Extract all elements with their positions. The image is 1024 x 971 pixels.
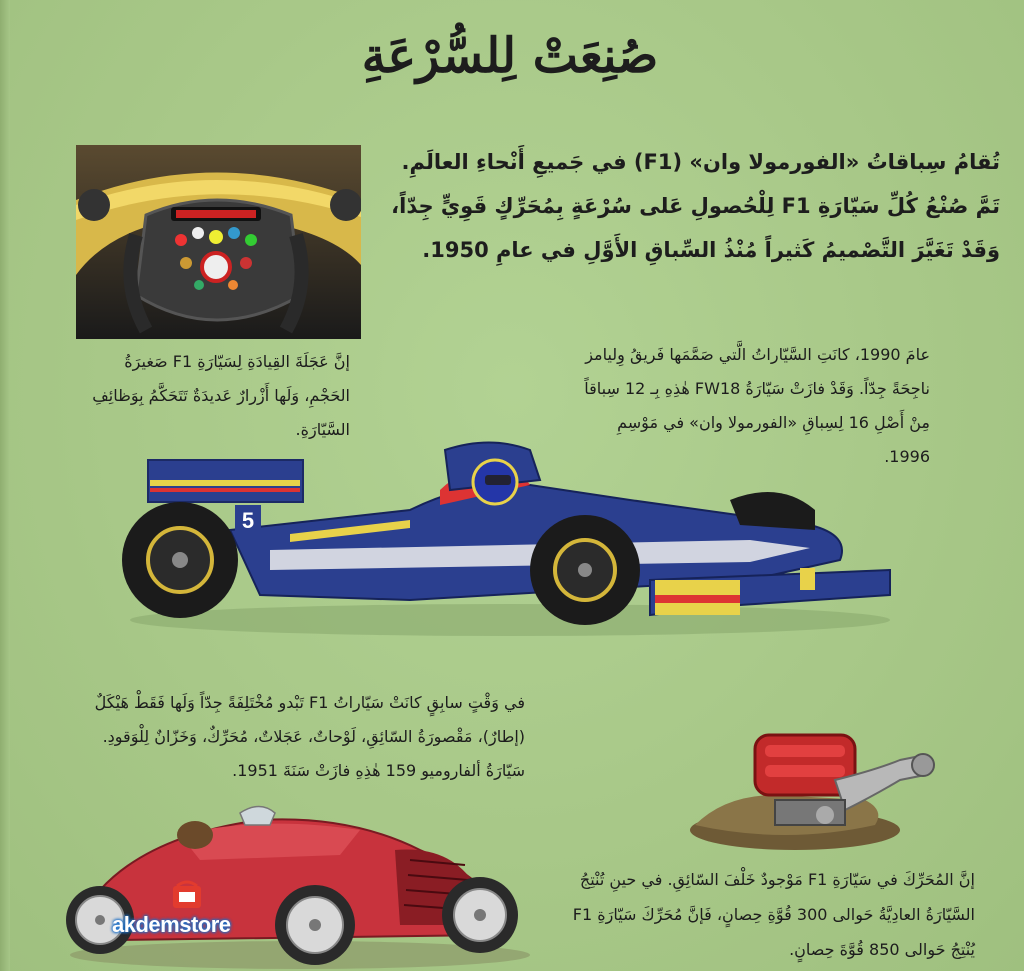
- steering-wheel-photo: [76, 145, 361, 339]
- engine-caption: إنَّ المُحَرِّكَ في سَيّارَةِ F1 مَوْجودٌ خَلْفَ السّائِقِ. في حينِ تُنْتِجُ السَّيّارَةُ العادِيَّةُ حَوالى 300 قُوَّةِ حِصانٍ، فَإنَّ مُحَرِّكَ سَيّارَةِ F1 يُنْتِجُ حَوالى 850 قُوَّةَ حِصانٍ.: [572, 870, 975, 959]
- fw18-caption: عامَ 1990، كانَتِ السَّيّاراتُ الَّتي صَمَّمَها فَريقُ وِليامز ناجِحَةً جِدّاً. وَقَدْ فازَتْ سَيّارَةُ FW18 هٰذِهِ بِـ 12 سِباقاً مِنْ أَصْلِ 16 لِسِباقِ «الفورمولا وان» في مَوْسِمِ 1996.: [584, 345, 930, 466]
- page-title: صُنِعَتْ لِلسُّرْعَةِ: [361, 28, 659, 84]
- car-number-label: 5: [241, 508, 255, 533]
- store-watermark: [112, 880, 272, 940]
- intro-paragraph: تُقامُ سِباقاتُ «الفورمولا وان» (F1) في جَميعِ أَنْحاءِ العالَمِ. تَمَّ صُنْعُ كُلِّ سَيّارَةِ F1 لِلْحُصولِ عَلى سُرْعَةٍ بِمُحَرِّكٍ قَوِيٍّ جِدّاً، وَقَدْ تَغَيَّرَ التَّصْميمُ كَثيراً مُنْذُ السِّباقِ الأَوَّلِ في عامِ 1950.: [391, 150, 1000, 262]
- store-watermark-text: akdemstore: [112, 912, 231, 937]
- page-binding-shadow: [0, 0, 10, 971]
- williams-fw18-car-illustration: [110, 430, 900, 645]
- store-logo-icon: [167, 880, 207, 912]
- engine-illustration: [685, 715, 935, 855]
- steering-wheel-caption: إنَّ عَجَلَةَ القِيادَةِ لِسَيّارَةِ F1 صَغيرَةُ الحَجْمِ، وَلَها أَزْرارٌ عَديدَةٌ تَتَحَكَّمُ بِوَظائِفِ السَّيّارَةِ.: [92, 352, 350, 439]
- steering-wheel-illustration: [76, 145, 361, 339]
- alfa-romeo-caption: في وَقْتٍ سابِقٍ كانَتْ سَيّاراتُ F1 تَبْدو مُخْتَلِفَةً جِدّاً وَلَها فَقَطْ هَيْكَلٌ (إطارٌ)، مَقْصورَةُ السّائِقِ، لَوْحاتٌ، عَجَلاتٌ، مُحَرِّكٌ، وَخَزّانٌ لِلْوَقودِ. سَيّارَةُ ألفاروميو 159 هٰذِهِ فازَتْ سَنَةَ 1951.: [94, 693, 525, 780]
